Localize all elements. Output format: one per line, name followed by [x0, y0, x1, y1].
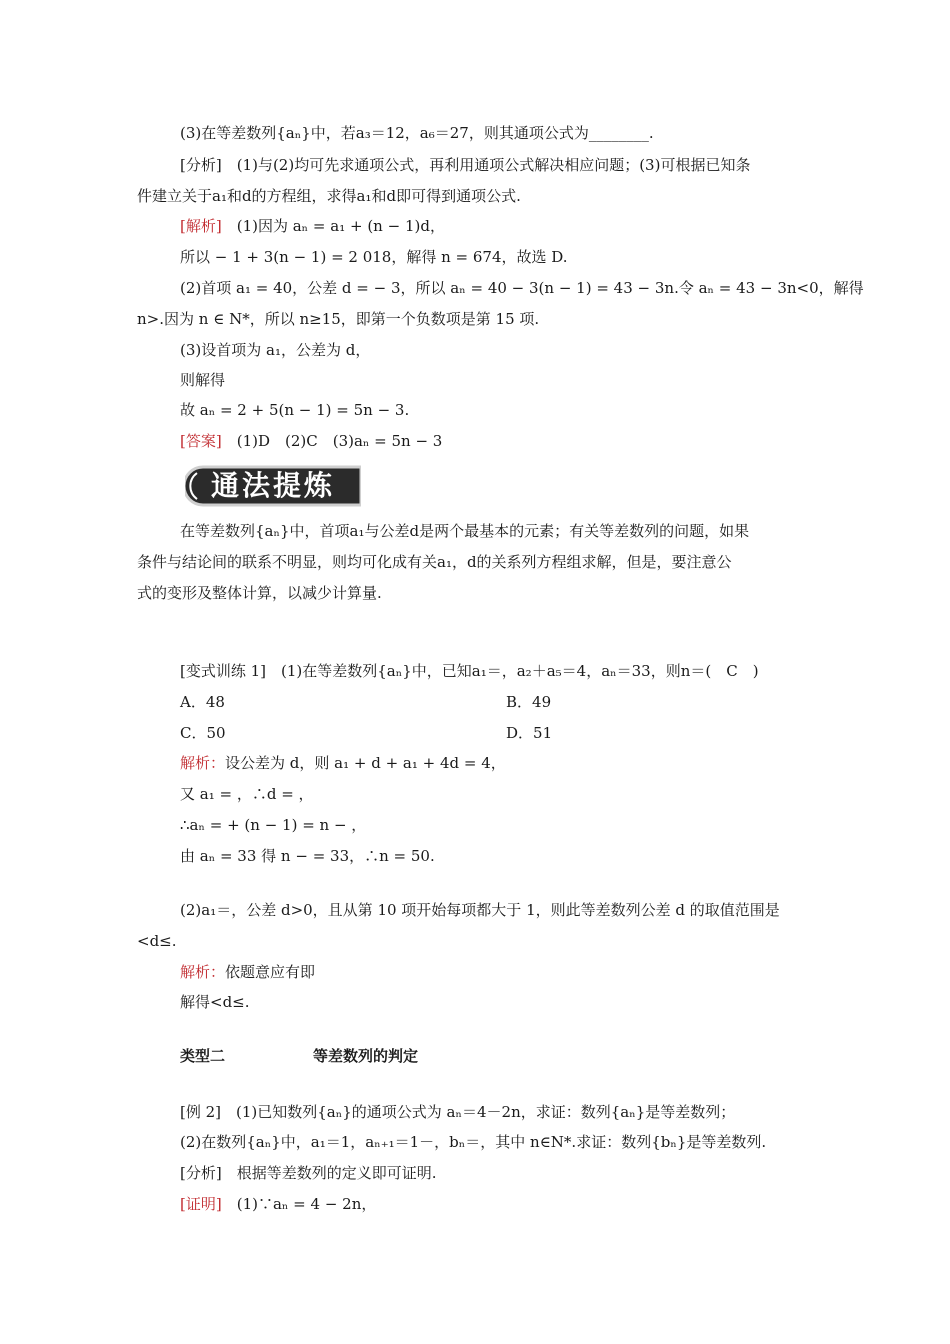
- text-line: <d≤.: [137, 932, 177, 950]
- text-line: 件建立关于a₁和d的方程组，求得a₁和d即可得到通项公式.: [137, 187, 521, 205]
- text-line: [例 2] (1)已知数列{aₙ}的通项公式为 aₙ＝4－2n，求证：数列{aₙ}是等差数列；: [180, 1103, 736, 1121]
- analysis-tag: [解析]: [180, 217, 222, 235]
- text-line: [180, 1194, 376, 1214]
- answer-tag: [答案]: [180, 432, 222, 450]
- solution-tag: 解析：: [180, 754, 226, 772]
- text-line: 由 aₙ = 33 得 n − = 33，∴n = 50.: [180, 847, 435, 865]
- text-line: ∴aₙ = + (n − 1) = n − ，: [180, 816, 367, 834]
- text-line: [分析] (1)与(2)均可先求通项公式，再利用通项公式解决相应问题；(3)可根据已知条: [180, 156, 751, 174]
- text-span: (1)∵aₙ = 4 − 2n，: [221, 1195, 377, 1213]
- text-line: [变式训练 1] (1)在等差数列{aₙ}中，已知a₁＝，a₂＋a₅＝4，aₙ＝33，则n＝( C ): [180, 662, 759, 680]
- text-line: 在等差数列{aₙ}中，首项a₁与公差d是两个最基本的元素；有关等差数列的问题，如果: [180, 522, 750, 540]
- text-line: (2)在数列{aₙ}中，a₁＝1，aₙ₊₁＝1－，bₙ＝，其中 n∈N*.求证：数列{bₙ}是等差数列.: [180, 1133, 767, 1151]
- option-c: C．50: [180, 724, 226, 742]
- text-line: [180, 431, 442, 451]
- option-b: B．49: [506, 693, 552, 711]
- proof-tag: [证明]: [180, 1195, 222, 1213]
- option-a: A．48: [180, 693, 225, 711]
- solution-tag: 解析：: [180, 963, 226, 981]
- text-span: (1)D (2)C (3)aₙ = 5n − 3: [221, 432, 443, 450]
- text-line: n>.因为 n ∈ N*，所以 n≥15，即第一个负数项是第 15 项.: [137, 310, 540, 328]
- text-span: (1)因为 aₙ = a₁ + (n − 1)d，: [221, 217, 445, 235]
- text-line: 条件与结论间的联系不明显，则均可化成有关a₁，d的关系列方程组求解，但是，要注意公: [137, 553, 732, 571]
- type-label: 类型二: [180, 1047, 226, 1065]
- banner-label: 通法提炼: [210, 469, 335, 502]
- text-line: [180, 216, 445, 236]
- text-line: 解得<d≤.: [180, 993, 250, 1011]
- section-title: 等差数列的判定: [313, 1047, 419, 1065]
- text-line: 则解得: [180, 371, 226, 389]
- section-banner: [185, 463, 361, 509]
- text-span: 依题意应有即: [225, 963, 316, 981]
- text-line: (3)在等差数列{aₙ}中，若a₃＝12，a₆＝27，则其通项公式为________.: [180, 124, 654, 142]
- text-line: 故 aₙ = 2 + 5(n − 1) = 5n − 3.: [180, 401, 410, 419]
- text-line: 所以 − 1 + 3(n − 1) = 2 018，解得 n = 674，故选 D.: [180, 248, 568, 266]
- text-line: [分析] 根据等差数列的定义即可证明.: [180, 1164, 437, 1182]
- text-line: (2)首项 a₁ = 40，公差 d = − 3，所以 aₙ = 40 − 3(n − 1) = 43 − 3n.令 aₙ = 43 − 3n<0，解得: [180, 279, 864, 297]
- text-line: [180, 962, 315, 982]
- option-d: D．51: [506, 724, 553, 742]
- text-span: 设公差为 d，则 a₁ + d + a₁ + 4d = 4，: [225, 754, 506, 772]
- text-line: (2)a₁＝，公差 d>0，且从第 10 项开始每项都大于 1，则此等差数列公差 d 的取值范围是: [180, 901, 780, 919]
- text-line: 式的变形及整体计算，以减少计算量.: [137, 584, 382, 602]
- text-line: 又 a₁ = ，∴d = ，: [180, 785, 314, 803]
- text-line: [180, 753, 506, 773]
- text-line: (3)设首项为 a₁，公差为 d，: [180, 341, 371, 359]
